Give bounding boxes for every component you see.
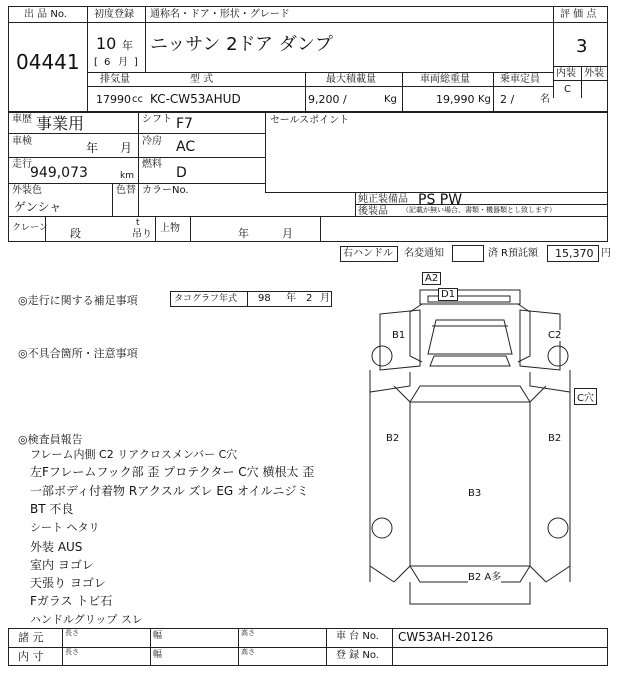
capacity-value: 2 / (500, 93, 515, 106)
displacement-unit: cc (132, 94, 143, 105)
capacity-label: 乗車定員 (500, 74, 540, 85)
report-line: 左Fフレームフック部 歪 プロテクター C穴 横根太 歪 (30, 465, 315, 479)
displacement-label: 排気量 (100, 74, 130, 85)
model-type-label: 型 式 (190, 74, 214, 85)
aircon-value: AC (176, 139, 196, 155)
damage-mark-c-hole: C穴 (574, 388, 597, 405)
interior-grade: C (564, 84, 571, 95)
exterior-grade-label: 外装 (584, 68, 604, 79)
tachograph-month-unit: 月 (320, 293, 330, 304)
inspector-report-label: ◎検査員報告 (18, 433, 83, 446)
recycle-deposit-label: R預託額 (501, 248, 538, 259)
lot-number: 04441 (16, 50, 80, 74)
width-label-inner: 幅 (153, 650, 163, 660)
evaluation-score: 3 (576, 36, 588, 57)
height-label-inner: 高さ (241, 648, 255, 656)
damage-mark-d1: D1 (438, 288, 458, 301)
inspection-year-unit: 年 (86, 141, 99, 155)
inspection-label: 車検 (12, 136, 32, 147)
upper-structure-label: 上物 (160, 223, 180, 234)
fuel-label: 燃料 (142, 159, 162, 170)
registration-year-unit: 年 (122, 39, 133, 52)
upper-month-unit: 月 (282, 227, 293, 240)
recycle-deposit-value: 15,370 (555, 247, 594, 260)
registration-month-unit: 月 (118, 57, 128, 68)
name-change-label: 名変通知 (404, 248, 444, 259)
mileage-unit: km (120, 171, 134, 181)
gross-weight-label: 車両総重量 (420, 74, 470, 85)
report-line: フレーム内側 C2 リアクロスメンバー C穴 (30, 448, 238, 461)
crane-stage-unit: 段 (70, 227, 81, 240)
equipment-value: PS PW (418, 192, 463, 208)
history-value: 事業用 (36, 114, 85, 133)
damage-mark-b2-rear: B2 A多 (468, 568, 501, 583)
recycle-label: 済 (488, 248, 498, 259)
report-line: Fガラス トビ石 (30, 594, 113, 608)
report-line: 室内 ヨゴレ (30, 558, 94, 572)
aircon-label: 冷房 (142, 136, 162, 147)
car-name: ニッサン 2ドア ダンプ (150, 34, 333, 55)
recycle-deposit-unit: 円 (601, 248, 611, 259)
length-label-inner: 長さ (65, 648, 79, 656)
damage-mark-b2-left: B2 (386, 433, 400, 444)
color-value: ゲンシャ (14, 200, 62, 214)
report-line: BT 不良 (30, 502, 74, 516)
max-load-unit: Kg (384, 94, 397, 105)
chassis-number-label: 車 台 No. (336, 631, 379, 642)
displacement-value: 17990 (96, 93, 131, 106)
inspection-month-unit: 月 (120, 141, 133, 155)
damage-mark-c2: C2 (548, 330, 562, 341)
crane-ton-unit: t (136, 218, 140, 228)
shift-label: シフト (142, 114, 172, 125)
damage-mark-b3: B3 (468, 488, 482, 499)
defects-label: ◎不具合箇所・注意事項 (18, 347, 138, 360)
height-label: 高さ (241, 629, 255, 637)
tachograph-year: 98 (258, 293, 271, 304)
registration-number-label: 登 録 No. (336, 650, 379, 661)
interior-grade-label: 内装 (556, 68, 576, 79)
report-line: ハンドルグリップ スレ (30, 613, 143, 626)
score-label: 評 価 点 (560, 9, 597, 20)
max-load-value: 9,200 / (308, 93, 347, 106)
mileage-label: 走行 (12, 159, 32, 170)
registration-year: 10 (96, 34, 117, 53)
color-change-label: 色替 (116, 185, 136, 196)
capacity-unit: 名 (540, 94, 550, 105)
width-label: 幅 (153, 631, 163, 641)
first-registration-label: 初度登録 (94, 9, 134, 20)
tachograph-label: タコグラフ年式 (174, 294, 238, 304)
equipment-label: 純正装備品 (358, 194, 408, 205)
max-load-label: 最大積載量 (326, 74, 376, 85)
handle-position: 右ハンドル (343, 248, 393, 259)
gross-weight-unit: Kg (478, 94, 491, 105)
tachograph-month: 2 (306, 293, 313, 304)
registration-month: 6 (104, 57, 111, 68)
mileage-value: 949,073 (30, 165, 88, 181)
after-parts-label: 後装品 (358, 206, 388, 217)
damage-mark-b2-right: B2 (548, 433, 562, 444)
truck-diagram (340, 266, 610, 628)
report-line: 一部ボディ付着物 Rアクスル ズレ EG オイルニジミ (30, 484, 309, 498)
history-label: 車歴 (12, 114, 32, 125)
interior-dimensions-label: 内 寸 (18, 650, 44, 663)
name-change-box (452, 245, 484, 262)
damage-mark-b1: B1 (392, 330, 406, 341)
model-type-value: KC-CW53AHUD (150, 92, 241, 106)
crane-label: クレーン (12, 223, 48, 233)
after-parts-note: （記載が無い場合、書類・機器類とし致します） (402, 206, 556, 214)
report-line: 天張り ヨゴレ (30, 576, 106, 590)
tachograph-year-unit: 年 (286, 293, 296, 304)
length-label: 長さ (65, 629, 79, 637)
shift-value: F7 (176, 116, 193, 132)
lot-number-label: 出 品 No. (24, 9, 67, 20)
damage-mark-a2: A2 (422, 272, 441, 285)
report-line: シート ヘタリ (30, 521, 100, 534)
color-label: 外装色 (12, 185, 42, 196)
crane-hang-unit: 吊り (132, 229, 152, 240)
report-line: 外装 AUS (30, 540, 83, 554)
model-name-label: 通称名・ドア・形状・グレード (150, 9, 290, 20)
fuel-value: D (176, 165, 187, 181)
running-notes-label: ◎走行に関する補足事項 (18, 294, 138, 307)
sales-point-label: セールスポイント (270, 115, 350, 126)
chassis-number: CW53AH-20126 (398, 630, 494, 644)
color-code-label: カラーNo. (142, 185, 189, 196)
upper-year-unit: 年 (238, 227, 249, 240)
specs-dimensions-label: 諸 元 (18, 631, 44, 644)
gross-weight-value: 19,990 (436, 93, 475, 106)
details-frame (8, 112, 608, 242)
